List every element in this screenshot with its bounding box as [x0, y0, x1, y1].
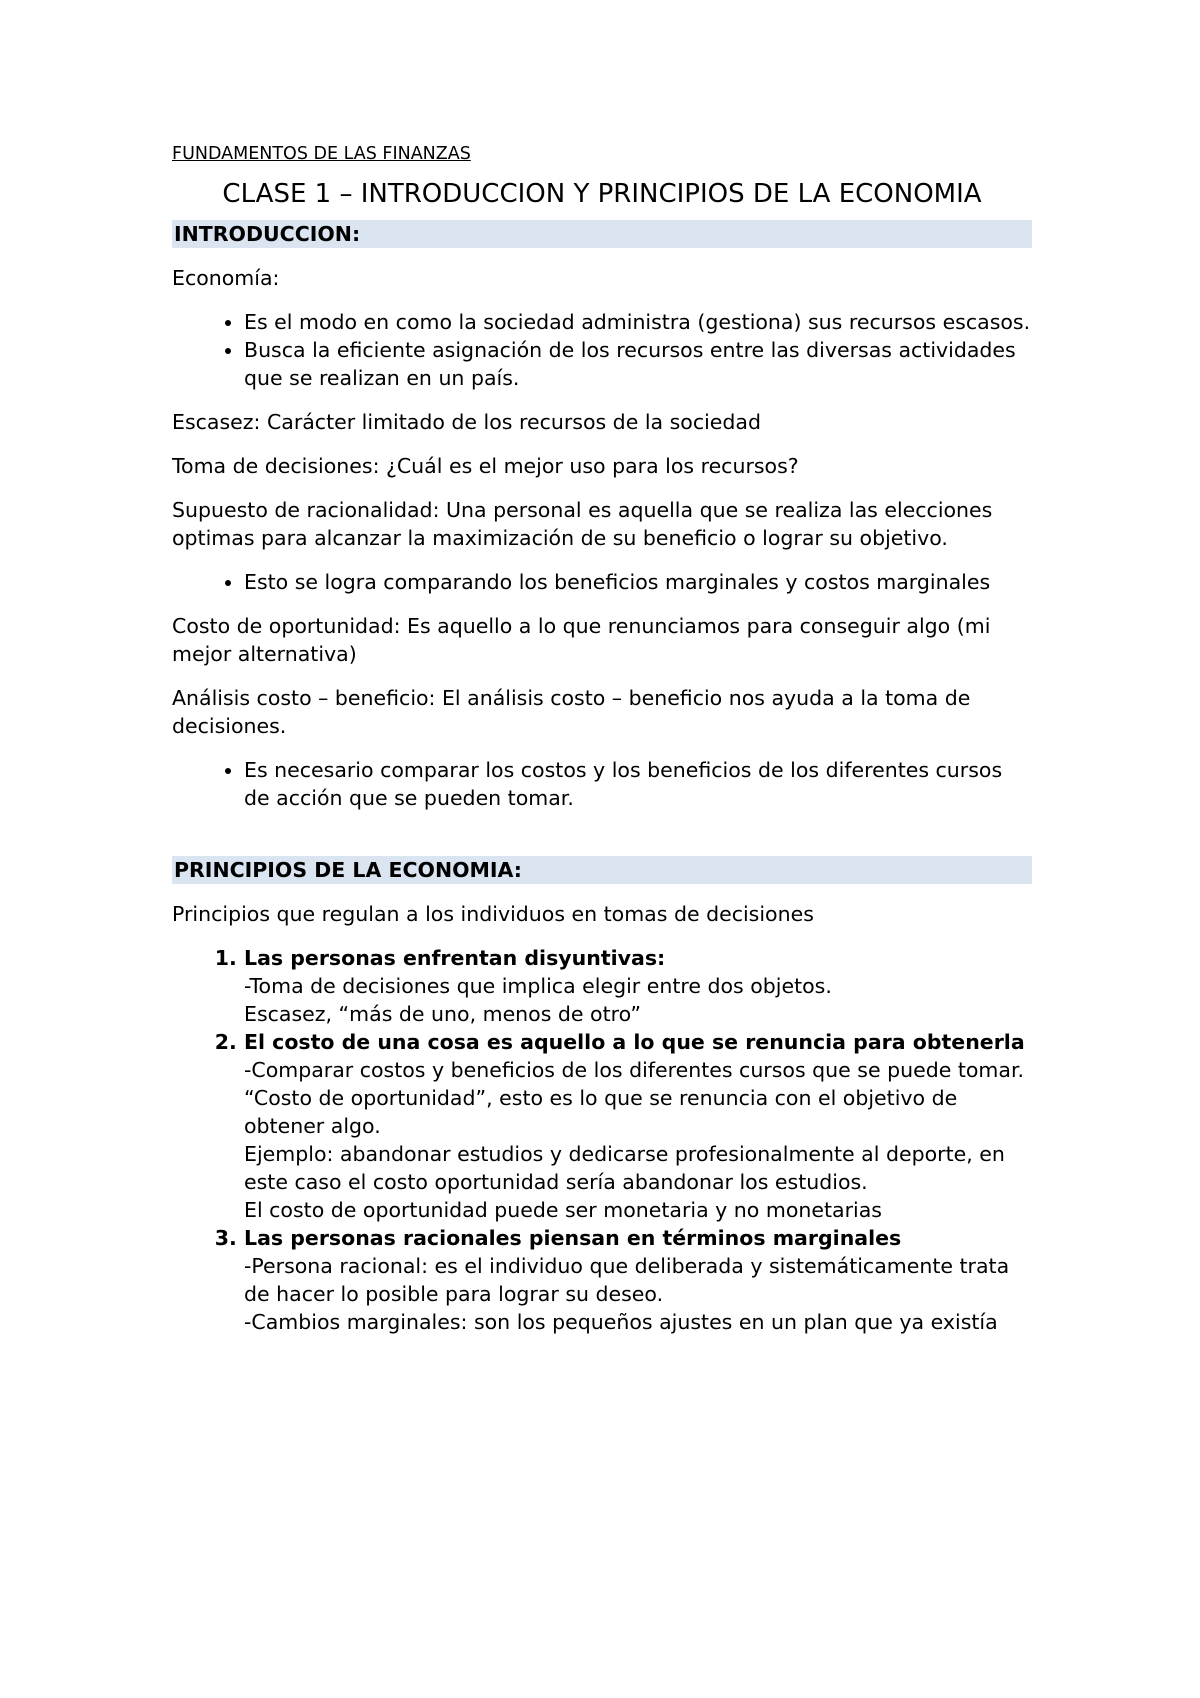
principle-line: -Persona racional: es el individuo que deliberada y sistemáticamente trata de hacer lo posible para lograr su deseo.: [244, 1254, 1010, 1306]
principle-line: -Comparar costos y beneficios de los diferentes cursos que se puede tomar. “Costo de oportunidad”, esto es lo que se renuncia con el objetivo de obtener algo.: [244, 1058, 1025, 1138]
principios-intro: Principios que regulan a los individuos en tomas de decisiones: [172, 902, 814, 926]
principle-title: 1. Las personas enfrentan disyuntivas:: [244, 946, 666, 970]
principle-item: [244, 1028, 1032, 1224]
principle-title: 3. Las personas racionales piensan en términos marginales: [244, 1226, 902, 1250]
racionalidad-bullet-list: [172, 568, 1032, 596]
economia-label: Economía:: [172, 266, 280, 290]
bullet-item: • Busca la eficiente asignación de los recursos entre las diversas actividades que se realizan en un país.: [244, 336, 1032, 392]
analisis-bullet-list: [172, 756, 1032, 812]
analisis-paragraph: Análisis costo – beneficio: El análisis costo – beneficio nos ayuda a la toma de decisiones.: [172, 686, 971, 738]
principle-title: 2. El costo de una cosa es aquello a lo que se renuncia para obtenerla: [244, 1030, 1025, 1054]
principios-numbered-list: [172, 944, 1032, 1336]
bullet-item: • Es el modo en como la sociedad administra (gestiona) sus recursos escasos.: [244, 308, 1032, 336]
principle-line: Ejemplo: abandonar estudios y dedicarse profesionalmente al deporte, en este caso el costo oportunidad sería abandonar los estudios.: [244, 1142, 1005, 1194]
class-title: CLASE 1 – INTRODUCCION Y PRINCIPIOS DE LA ECONOMIA: [222, 179, 982, 209]
principle-line: Escasez, “más de uno, menos de otro”: [244, 1002, 642, 1026]
costo-oportunidad-paragraph: Costo de oportunidad: Es aquello a lo que renunciamos para conseguir algo (mi mejor alternativa): [172, 614, 991, 666]
principle-item: [244, 1224, 1032, 1336]
escasez-paragraph: Escasez: Carácter limitado de los recursos de la sociedad: [172, 410, 761, 434]
document-page: [172, 142, 1032, 1352]
course-title: FUNDAMENTOS DE LAS FINANZAS: [172, 144, 471, 164]
toma-decisiones-paragraph: Toma de decisiones: ¿Cuál es el mejor uso para los recursos?: [172, 454, 799, 478]
section-heading-introduccion: INTRODUCCION:: [172, 220, 1032, 248]
racionalidad-paragraph: Supuesto de racionalidad: Una personal es aquella que se realiza las elecciones optimas para alcanzar la maximización de su beneficio o lograr su objetivo.: [172, 498, 993, 550]
section-heading-principios: PRINCIPIOS DE LA ECONOMIA:: [172, 856, 1032, 884]
bullet-item: • Esto se logra comparando los beneficios marginales y costos marginales: [244, 568, 1032, 596]
economia-bullet-list: [172, 308, 1032, 392]
principle-item: [244, 944, 1032, 1028]
principle-line: -Cambios marginales: son los pequeños ajustes en un plan que ya existía: [244, 1310, 998, 1334]
section-spacer: [172, 828, 1032, 856]
principle-line: -Toma de decisiones que implica elegir entre dos objetos.: [244, 974, 832, 998]
bullet-item: • Es necesario comparar los costos y los beneficios de los diferentes cursos de acción que se pueden tomar.: [244, 756, 1032, 812]
principle-line: El costo de oportunidad puede ser monetaria y no monetarias: [244, 1198, 882, 1222]
